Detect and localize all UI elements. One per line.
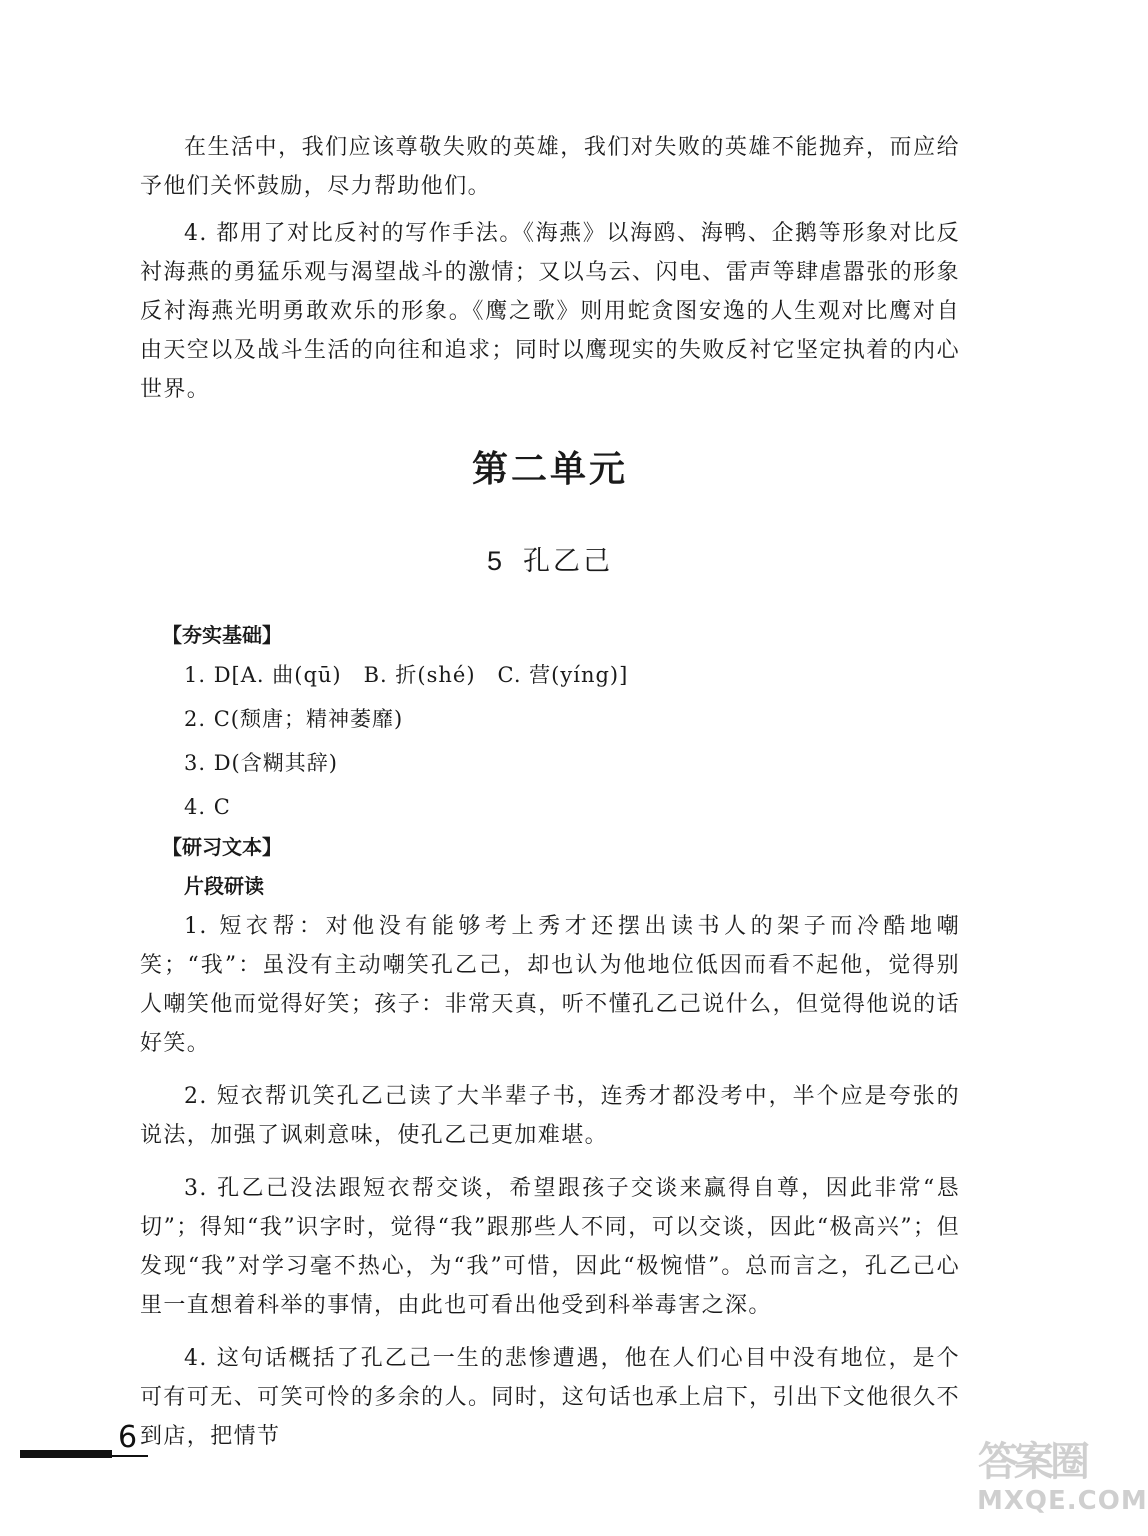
basics-item-1: 1. D[A. 曲(qū) B. 折(shé) C. 营(yíng)] (184, 663, 629, 687)
page-content (140, 128, 960, 1456)
study-paragraph-3: 3. 孔乙己没法跟短衣帮交谈，希望跟孩子交谈来赢得自尊，因此非常“恳切”；得知“我”识字时，觉得“我”跟那些人不同，可以交谈，因此“极高兴”；但发现“我”对学习毫不热心，为“我”可惜，因此“极惋惜”。总而言之，孔乙己心里一直想着科举的事情，由此也可看出他受到科举毒害之深。 (140, 1176, 960, 1318)
lesson-name: 孔乙己 (523, 546, 614, 577)
page-number: 6 (118, 1420, 138, 1455)
subheading-excerpt-study: 片段研读 (184, 874, 264, 898)
lesson-title (140, 541, 960, 581)
basics-item-4: 4. C (184, 795, 231, 819)
footer-bar (20, 1450, 112, 1458)
watermark-text-top: 答案圈 (978, 1439, 1086, 1485)
study-paragraph-2: 2. 短衣帮讥笑孔乙己读了大半辈子书，连秀才都没考中，半个应是夸张的说法，加强了讽刺意味，使孔乙己更加难堪。 (140, 1084, 960, 1148)
lesson-number: 5 (486, 546, 506, 576)
paragraph-answer-4: 4. 都用了对比反衬的写作手法。《海燕》以海鸥、海鸭、企鹅等形象对比反衬海燕的勇猛乐观与渴望战斗的激情；又以乌云、闪电、雷声等肆虐嚣张的形象反衬海燕光明勇敢欢乐的形象。《鹰之歌》则用蛇贪图安逸的人生观对比鹰对自由天空以及战斗生活的向往和追求；同时以鹰现实的失败反衬它坚定执着的内心世界。 (140, 221, 960, 402)
page-footer (20, 1420, 150, 1464)
study-paragraph-4: 4. 这句话概括了孔乙己一生的悲惨遭遇，他在人们心目中没有地位，是个可有可无、可笑可怜的多余的人。同时，这句话也承上启下，引出下文他很久不到店，把情节 (140, 1346, 960, 1449)
basics-item-2: 2. C(颓唐；精神萎靡) (184, 707, 404, 731)
watermark-text-bottom: MXQE.COM (977, 1486, 1148, 1516)
section-heading-basics: 【夯实基础】 (162, 623, 282, 647)
section-heading-study: 【研习文本】 (162, 835, 282, 859)
basics-item-3: 3. D(含糊其辞) (184, 751, 338, 775)
paragraph-conclusion: 在生活中，我们应该尊敬失败的英雄，我们对失败的英雄不能抛弃，而应给予他们关怀鼓励，尽力帮助他们。 (140, 135, 960, 199)
unit-title: 第二单元 (471, 449, 628, 490)
footer-rule (112, 1455, 148, 1457)
watermark-logo (977, 1438, 1148, 1530)
study-paragraph-1: 1. 短衣帮：对他没有能够考上秀才还摆出读书人的架子而冷酷地嘲笑；“我”：虽没有主动嘲笑孔乙己，却也认为他地位低因而看不起他，觉得别人嘲笑他而觉得好笑；孩子：非常天真，听不懂孔乙己说什么，但觉得他说的话好笑。 (140, 914, 960, 1056)
